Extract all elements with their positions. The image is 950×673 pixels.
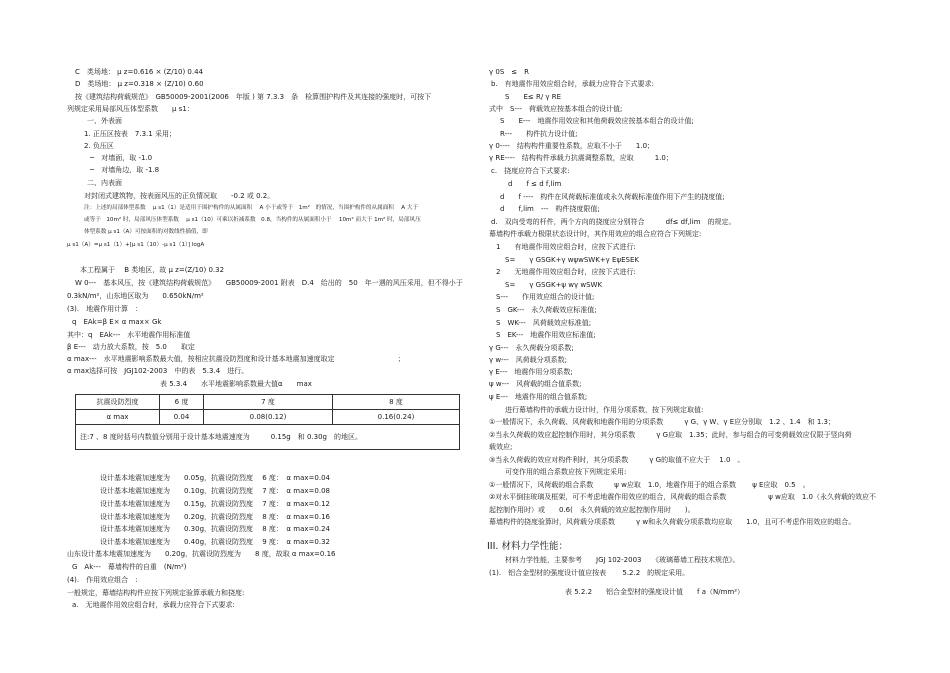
text-line: 设计基本地震加速度为 0.10g，抗震设防烈度 7 度： α max=0.08 [100,487,330,495]
text-line: c. 挠度应符合下式要求: [491,167,570,175]
table-row-label: α max [76,410,160,425]
text-line: 表 5.2.2 铝合金型材的强度设计值 f a（N/mm²） [565,588,745,596]
text-line: 按《建筑结构荷载规范》 GB50009-2001(2006 年版 ) 第 7.3.3 条 检算围护构件及其连接的强度时，可按下 [75,93,432,101]
text-line: ①一般情况下，风荷载的组合系数 ψ w应取 1.0，地震作用于的组合系数 ψ E应取 0.5 。 [489,481,810,489]
table-header-7: 7 度 [204,395,333,410]
text-line: γ G--- 永久荷载分项系数; [489,344,574,352]
text-line: ②对水平倒挂玻璃及框架，可不考虑地震作用效应的组合，风荷载的组合系数 ψ w应取 1.0（永久荷载的效应不 [489,493,876,501]
text-line: β E--- 动力放大系数，按 5.0 取定 [67,343,195,351]
text-line: S= γ GSGK+γ wψwSWK+γ EψESEK [505,256,639,264]
text-line: 注：上述的局部体型系数 μ s1（1）是适用于围护构件的从属面积 A 小于或等于 1m² 的情况，当围护构件的从属面积 A 大于 [84,205,419,211]
text-line: (4). 作用效应组合 : [67,576,138,584]
text-line: ψ E--- 地震作用的组合值系数; [489,393,588,401]
text-line: 可变作用的组合系数应按下列规定采用: [505,468,627,476]
text-line: ψ w--- 风荷载的组合值系数; [489,380,582,388]
table-header-6: 6 度 [160,395,204,410]
text-line: S GK--- 永久荷载效应标准值; [496,306,597,314]
text-line: α max选择可按 JGJ102-2003 中的表 5.3.4 进行。 [67,367,249,375]
text-line: γ 0---- 结构构件重要性系数，应取不小于 1.0； [489,142,655,150]
text-line: (1). 铝合金型材的强度设计值应按表 5.2.2 的规定采用。 [489,569,690,577]
text-line: q EAk=β E× α max× Gk [72,318,162,326]
text-line: 2. 负压区 [84,142,114,150]
text-line: γ 0S ≤ R [489,68,529,76]
section-heading: III. 材料力学性能： [487,541,568,552]
text-line: 设计基本地震加速度为 0.15g，抗震设防烈度 7 度： α max=0.12 [100,500,330,508]
text-line: D 类场地： μ z=0.318 × (Z/10) 0.60 [75,80,204,88]
table-note: 注:7 、8 度时括号内数值分别用于设计基本地震速度为 0.15g 和 0.30g 的地区。 [76,425,460,450]
table-cell-8: 0.16(0.24) [333,410,460,425]
text-line: G Ak--- 幕墙构件的自重 (N/m²) [72,563,187,571]
text-line: 对封闭式建筑物，按表面风压的正负情况取 -0.2 或 0.2。 [84,192,275,200]
text-line: 设计基本地震加速度为 0.05g，抗震设防烈度 6 度： α max=0.04 [100,474,330,482]
text-line: a. 无地震作用效应组合时，承载力应符合下式要求: [72,601,235,609]
text-line: (3). 地震作用计算 ： [67,305,143,313]
text-line: 进行幕墙构件的承载力设计时，作用分项系数，按下列规定取值: [505,406,704,414]
text-line: 2 无地震作用效应组合时，应按下式进行: [496,268,636,276]
text-line: d f ---- 构件在风荷载标准值或永久荷载标准值作用下产生的挠度值; [500,193,725,201]
text-line: 或等于 10m² 时，局部风压体型系数 μ s1（10）可乘以折减系数 0.8，当构件的从属面积小于 10m² 而大于 1m² 时，局部风压 [84,217,421,223]
text-line: S EK--- 地震作用效应标准值; [496,331,596,339]
text-line: ②当永久荷载的效应起控制作用时，其分项系数 γ G应取 1.35；此时，参与组合的可变荷载效应仅限于竖向荷 [489,431,852,439]
seismic-coefficient-table [75,394,460,450]
text-line: 本工程属于 B 类地区，故 μ z=(Z/10) 0.32 [80,266,225,274]
text-line: b. 有地震作用效应组合时，承载力应符合下式要求: [491,80,655,88]
text-line: 载效应; [489,443,513,451]
table-header-8: 8 度 [333,395,460,410]
text-line: 一般规定，幕墙结构构件应按下列规定验算承载力和挠度: [67,589,245,597]
text-line: 山东设计基本地震加速度为 0.20g，抗震设防烈度为 8 度，故取 α max=0.16 [67,550,336,558]
text-line: γ E--- 地震作用分项系数; [489,368,573,376]
text-line: S= γ GSGK+ψ wγ wSWK [505,281,603,289]
text-line: 其中：q EAk--- 水平地震作用标准值 [67,331,191,339]
text-line: 起控制作用时）或 0.6( 永久荷载的效应起控制作用时 )。 [489,506,695,514]
text-line: 列规定采用局部风压体型系数 μ s1： [67,105,194,113]
text-line: 体型系数 μ s1（A）可按面积的对数线性插值，即 [84,229,208,235]
text-line: 幕墙构件承载力极限状态设计时，其作用效应的组合应符合下列规定: [489,230,702,238]
text-line: 1. 正压区按表 7.3.1 采用； [84,130,176,138]
text-line: S E≤ R/ γ RE [505,93,562,101]
text-line: d. 双向受弯的杆件，两个方向的挠度应分别符合 df≤ df,lim 的规定。 [491,218,736,226]
text-line: 二、内表面 [87,179,122,187]
text-line: R--- 构件抗力设计值; [500,130,578,138]
text-line: d f,lim --- 构件挠度限值; [500,205,600,213]
table-cell-6: 0.04 [160,410,204,425]
text-line: 设计基本地震加速度为 0.40g，抗震设防烈度 9 度： α max=0.32 [100,538,330,546]
text-line: 一、外表面 [87,117,122,125]
text-line: 设计基本地震加速度为 0.20g，抗震设防烈度 8 度： α max=0.16 [100,513,330,521]
text-line: μ s1（A）=μ s1（1）+[μ s1（10）-μ s1（1）] logA [67,242,205,248]
text-line: ①一般情况下，永久荷载、风荷载和地震作用的分项系数 γ G、γ W、γ E应分别取 1.2 、1.4 和 1.3； [489,418,835,426]
text-line: α max--- 水平地震影响系数最大值，按相应抗震设防烈度和设计基本地震加速度取定 ； [67,355,405,363]
text-line: ③当永久荷载的效应对构件利时，其分项系数 γ G的取值不应大于 1.0 。 [489,456,745,464]
text-line: W 0--- 基本风压，按《建筑结构荷载规范》 GB50009-2001 附表 D.4 给出的 50 年一遇的风压采用，但不得小于 [75,279,463,287]
text-line: 设计基本地震加速度为 0.30g，抗震设防烈度 8 度： α max=0.24 [100,525,330,533]
text-line: ─ 对墙角边，取 -1.8 [90,166,160,174]
text-line: 1 有地震作用效应组合时，应按下式进行: [496,243,636,251]
table-cell-7: 0.08(0.12) [204,410,333,425]
text-line: C 类场地： μ z=0.616 × (Z/10) 0.44 [75,68,204,76]
text-line: S WK--- 风荷载效应标准值; [496,319,592,327]
text-line: S--- 作用效应组合的设计值; [496,293,595,301]
text-line: 表 5.3.4 水平地震影响系数最大值α max [160,380,312,388]
text-line: 式中 S--- 荷载效应按基本组合的设计值; [489,105,623,113]
text-line: γ RE---- 结构构件承载力抗震调整系数，应取 1.0； [489,154,673,162]
text-line: 幕墙构件的挠度验算时，风荷载分项系数 γ w和永久荷载分项系数均应取 1.0，且可不考虑作用效应的组合。 [489,518,856,526]
text-line: γ w--- 风荷载分项系数; [489,356,568,364]
text-line: 0.3kN/m²，山东地区取为 0.650kN/m² [67,292,204,300]
text-line: d f ≤ d f,lim [508,180,562,188]
text-line: ─ 对墙面，取 -1.0 [90,154,153,162]
table-header-intensity: 抗震设防烈度 [76,395,160,410]
text-line: S E--- 地震作用效应和其他荷载效应按基本组合的设计值; [500,117,694,125]
text-line: 材料力学性能，主要参考 JGJ 102-2003 《玻璃幕墙工程技术规范》。 [505,556,740,564]
